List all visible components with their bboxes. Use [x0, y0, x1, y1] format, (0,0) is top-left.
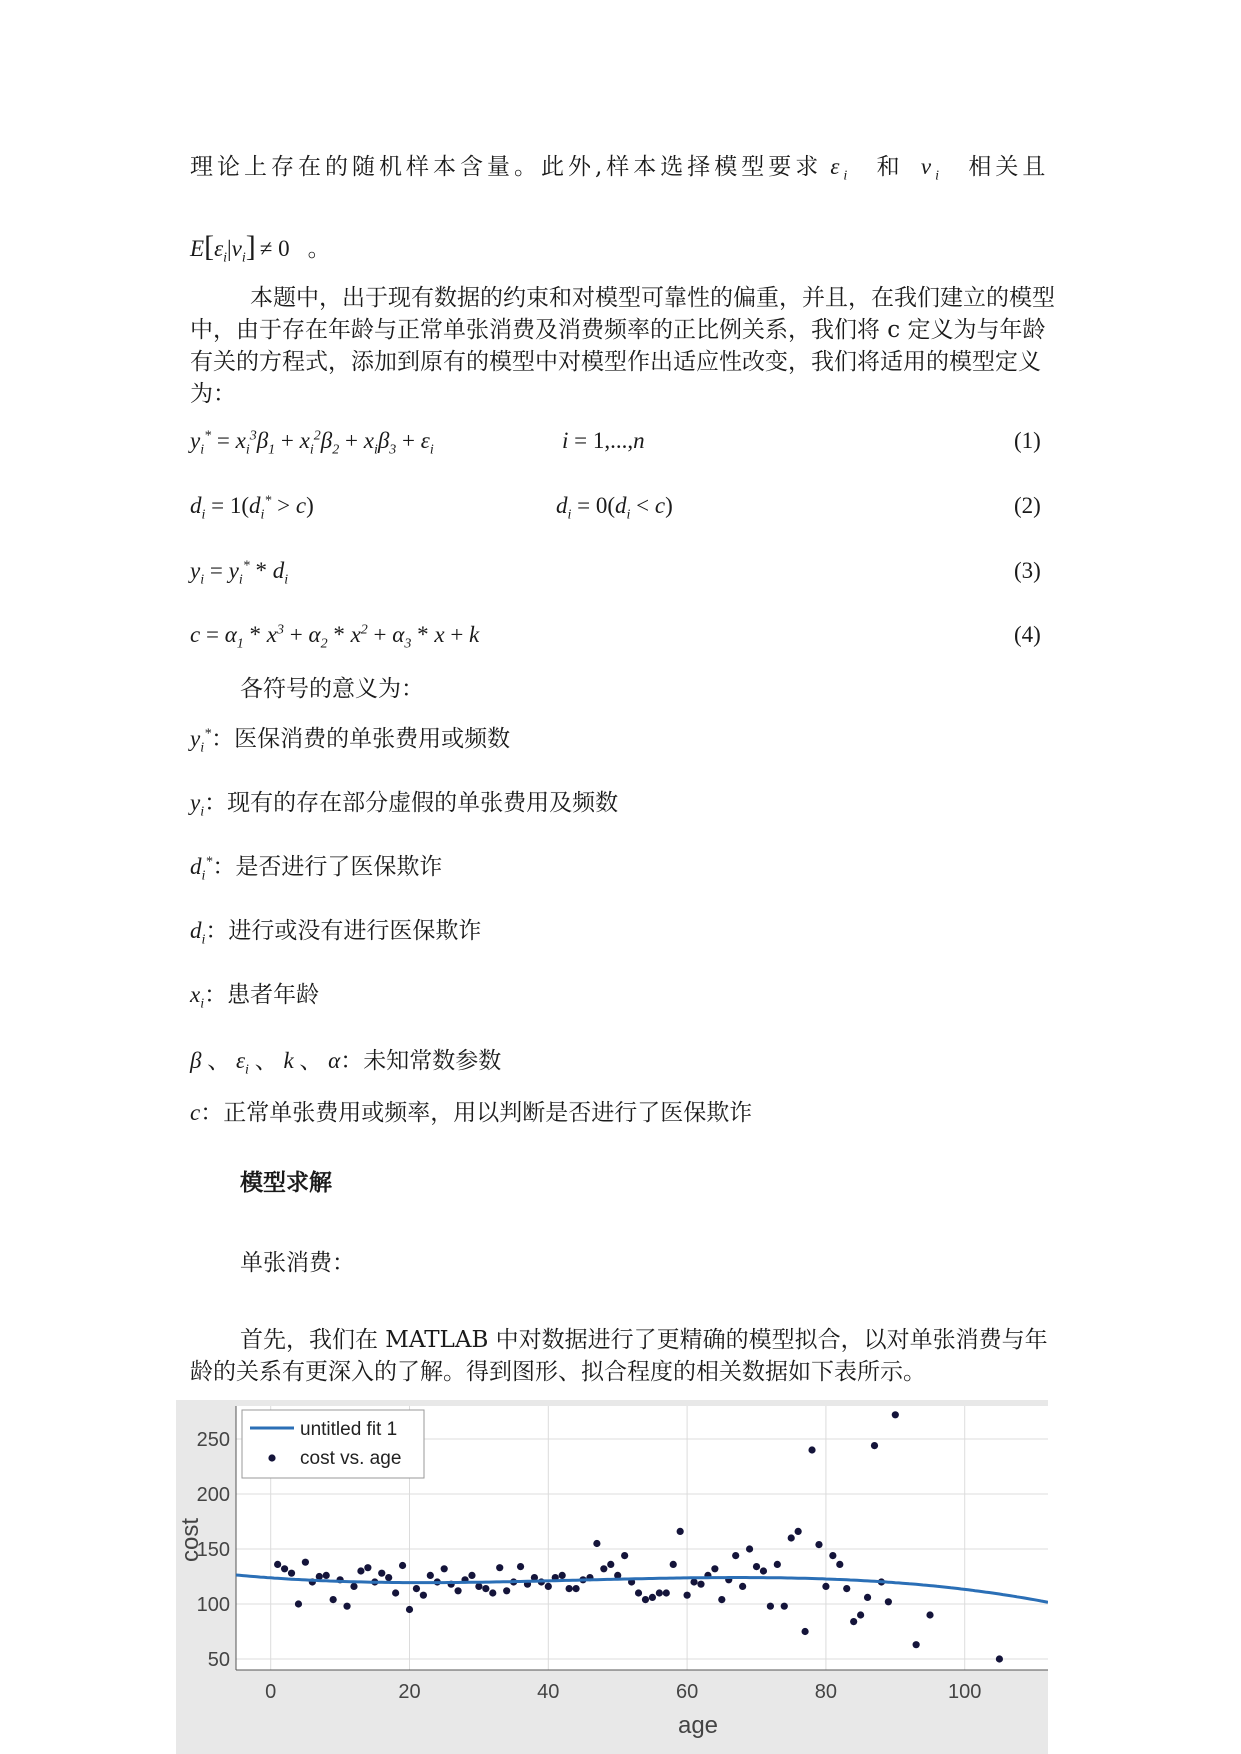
- y-tick-label: 250: [196, 1429, 230, 1451]
- equation-number: (1): [1014, 428, 1041, 453]
- symbol-row: $x_i$：患者年龄: [190, 982, 320, 1012]
- data-point: [822, 1583, 829, 1590]
- data-point: [420, 1592, 427, 1599]
- data-point: [343, 1603, 350, 1610]
- symbol-row: $y_i$：现有的存在部分虚假的单张费用及频数: [190, 790, 619, 820]
- symbol-row: $d_i$：进行或没有进行医保欺诈: [190, 918, 482, 948]
- data-point: [503, 1587, 510, 1594]
- y-axis-label: cost: [177, 1517, 204, 1563]
- data-point: [732, 1552, 739, 1559]
- data-point: [642, 1596, 649, 1603]
- data-point: [406, 1606, 413, 1613]
- symbol-row: β 、 $\varepsilon_i$ 、 k 、 α：未知常数参数: [190, 1048, 502, 1078]
- data-point: [815, 1541, 822, 1548]
- data-point: [788, 1534, 795, 1541]
- data-point: [795, 1528, 802, 1535]
- data-point: [399, 1562, 406, 1569]
- data-point: [572, 1585, 579, 1592]
- x-axis-label: age: [677, 1712, 719, 1739]
- equation-2-alt: $d_i = 0(d_i < c)$: [556, 493, 673, 523]
- data-point: [635, 1589, 642, 1596]
- data-point: [288, 1570, 295, 1577]
- x-tick-label: 20: [398, 1681, 421, 1703]
- legend-label-fit: untitled fit 1: [300, 1419, 398, 1440]
- equation-1: $y_i^* = x_i^3\beta_1 + x_i^2\beta_2 + x_i\beta_3 + \varepsilon_i$: [190, 428, 434, 458]
- symbol-row: $y_i^*$：医保消费的单张费用或频数: [190, 726, 511, 756]
- data-point: [392, 1589, 399, 1596]
- fit-paragraph: 首先，我们在 MATLAB 中对数据进行了更精确的模型拟合，以对单张消费与年龄的关系有更深入的了解。得到图形、拟合程度的相关数据如下表所示。: [190, 1327, 1048, 1385]
- data-point: [656, 1589, 663, 1596]
- data-point: [413, 1585, 420, 1592]
- data-point: [739, 1583, 746, 1590]
- x-tick-label: 40: [537, 1681, 560, 1703]
- x-tick-label: 100: [948, 1681, 982, 1703]
- data-point: [649, 1594, 656, 1601]
- data-point: [774, 1561, 781, 1568]
- data-point: [323, 1572, 330, 1579]
- data-point: [857, 1611, 864, 1618]
- data-point: [697, 1581, 704, 1588]
- data-point: [843, 1585, 850, 1592]
- data-point: [718, 1596, 725, 1603]
- data-point: [559, 1572, 566, 1579]
- equation-1-index: i = 1,...,n: [562, 428, 645, 453]
- data-point: [566, 1585, 573, 1592]
- data-point: [600, 1565, 607, 1572]
- equation-number: (2): [1014, 493, 1041, 518]
- equation-2: $d_i = 1(d_i^* > c)$: [190, 493, 314, 523]
- data-point: [801, 1628, 808, 1635]
- equation-3: $y_i = y_i^* * d_i$: [190, 558, 289, 588]
- x-tick-label: 60: [675, 1681, 699, 1703]
- data-point: [850, 1618, 857, 1625]
- data-point: [781, 1603, 788, 1610]
- data-point: [517, 1563, 524, 1570]
- equation-number: (3): [1014, 558, 1041, 583]
- data-point: [711, 1565, 718, 1572]
- model-paragraph: 本题中，出于现有数据的约束和对模型可靠性的偏重，并且，在我们建立的模型中，由于存在年龄与正常单张消费及消费频率的正比例关系，我们将 c 定义为与年龄有关的方程式，添加到原有的模型中对模型作出适应性改变，我们将适用的模型定义为：: [190, 285, 1055, 407]
- data-point: [378, 1570, 385, 1577]
- data-point: [496, 1564, 503, 1571]
- subsection-heading: 单张消费：: [240, 1250, 355, 1276]
- legend-label-points: cost vs. age: [300, 1448, 402, 1469]
- data-point: [593, 1540, 600, 1547]
- data-point: [690, 1578, 697, 1585]
- data-point: [871, 1442, 878, 1449]
- y-tick-label: 50: [207, 1649, 230, 1671]
- data-point: [760, 1567, 767, 1574]
- data-point: [357, 1567, 364, 1574]
- data-point: [302, 1559, 309, 1566]
- data-point: [330, 1596, 337, 1603]
- data-point: [892, 1411, 899, 1418]
- y-tick-label: 200: [196, 1484, 230, 1506]
- data-point: [864, 1594, 871, 1601]
- data-point: [482, 1585, 489, 1592]
- data-point: [926, 1611, 933, 1618]
- data-point: [385, 1574, 392, 1581]
- symbols-intro: 各符号的意义为：: [240, 676, 424, 702]
- section-heading: 模型求解: [240, 1170, 332, 1196]
- equation-number: (4): [1014, 622, 1041, 647]
- data-point: [829, 1552, 836, 1559]
- data-point: [913, 1641, 920, 1648]
- data-point: [281, 1565, 288, 1572]
- expectation-formula: $E[\varepsilon_i|v_i] \ne 0$ 。: [190, 230, 331, 266]
- data-point: [670, 1561, 677, 1568]
- x-tick-label: 80: [814, 1681, 838, 1703]
- data-point: [753, 1563, 760, 1570]
- data-point: [454, 1587, 461, 1594]
- data-point: [364, 1564, 371, 1571]
- x-tick-label: 0: [265, 1681, 277, 1703]
- data-point: [836, 1561, 843, 1568]
- data-point: [468, 1572, 475, 1579]
- data-point: [996, 1655, 1003, 1662]
- data-point: [677, 1528, 684, 1535]
- data-point: [295, 1600, 302, 1607]
- y-tick-label: 100: [196, 1594, 230, 1616]
- data-point: [808, 1446, 815, 1453]
- data-point: [885, 1598, 892, 1605]
- equation-4: $c = \alpha_1 * x^3 + \alpha_2 * x^2 + \alpha_3 * x + k$: [190, 622, 480, 652]
- data-point: [746, 1545, 753, 1552]
- fit-chart: [176, 1400, 1048, 1754]
- y-tick-label: 150: [196, 1539, 230, 1561]
- data-point: [489, 1589, 496, 1596]
- symbol-row: $d_i^*$：是否进行了医保欺诈: [190, 854, 443, 884]
- data-point: [475, 1583, 482, 1590]
- data-point: [350, 1583, 357, 1590]
- data-point: [767, 1603, 774, 1610]
- symbol-row: c：正常单张费用或频率，用以判断是否进行了医保欺诈: [190, 1100, 753, 1126]
- intro-line: 理论上存在的随机样本含量。此外,样本选择模型要求 $\varepsilon_i$ 和 $v_i$ 相关且: [190, 154, 1050, 184]
- legend-point-swatch: [268, 1454, 275, 1461]
- data-point: [274, 1561, 281, 1568]
- data-point: [545, 1583, 552, 1590]
- data-point: [684, 1592, 691, 1599]
- data-point: [427, 1572, 434, 1579]
- data-point: [607, 1561, 614, 1568]
- data-point: [441, 1565, 448, 1572]
- data-point: [621, 1552, 628, 1559]
- data-point: [663, 1589, 670, 1596]
